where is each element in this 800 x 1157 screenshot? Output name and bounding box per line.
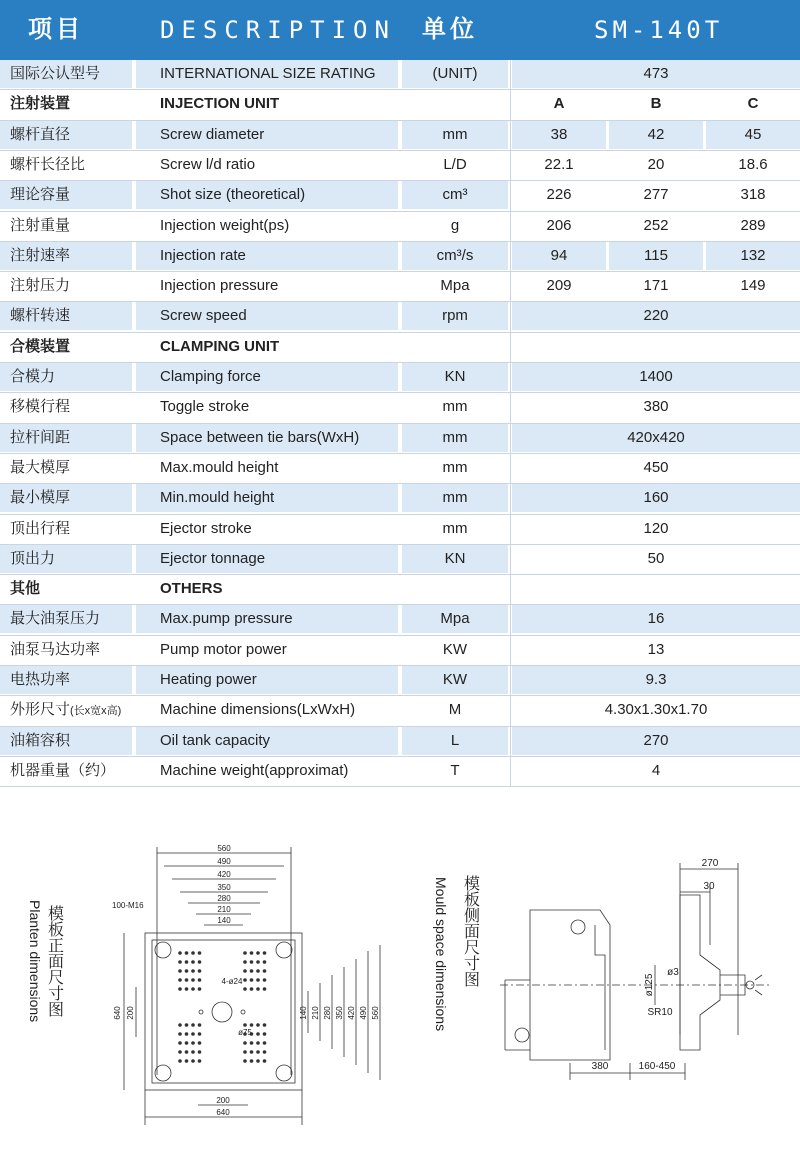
row-label-en: Clamping force (136, 363, 398, 391)
dim-right-4: 350 (335, 1006, 344, 1020)
table-row (0, 181, 800, 211)
row-unit: rpm (402, 302, 508, 330)
row-label-en: Ejector stroke (160, 519, 252, 537)
row-label-en: INTERNATIONAL SIZE RATING (136, 60, 398, 88)
mounting-hole (263, 1059, 267, 1063)
row-label-cn: 最大模厚 (10, 458, 71, 476)
dim-right-6: 490 (359, 1006, 368, 1020)
row-label-en: Max.pump pressure (136, 605, 398, 633)
mounting-hole (250, 987, 254, 991)
mounting-hole (185, 987, 189, 991)
row-value-a: A (553, 95, 565, 113)
row-unit: KN (402, 545, 508, 573)
mounting-hole (178, 1050, 182, 1054)
table-row (0, 454, 800, 484)
mounting-hole (185, 978, 189, 982)
label-dia125: ø125 (644, 973, 655, 997)
mounting-hole (178, 1041, 182, 1045)
mounting-hole (198, 1050, 202, 1054)
dim-top-2: 490 (217, 857, 231, 866)
row-label-en: Heating power (136, 666, 398, 694)
header-item: 项目 (28, 16, 84, 43)
mounting-hole (198, 969, 202, 973)
row-unit: mm (402, 484, 508, 512)
mounting-hole (185, 960, 189, 964)
dim-left-2: 200 (126, 1006, 135, 1020)
row-value: 13 (647, 640, 665, 658)
row-label-en: Toggle stroke (160, 398, 250, 416)
mounting-hole (243, 1041, 247, 1045)
table-header (0, 0, 800, 60)
row-value: 120 (643, 519, 669, 537)
row-value-a: 209 (546, 277, 572, 295)
planten-title-en: Planten dimensions (27, 900, 43, 1023)
row-label-en: Ejector tonnage (136, 545, 398, 573)
mounting-hole (250, 978, 254, 982)
row-unit: KN (402, 363, 508, 391)
row-label-en: Pump motor power (160, 640, 287, 658)
row-value: 50 (647, 549, 665, 567)
mounting-hole (191, 978, 195, 982)
row-label-cn: 理论容量 (0, 181, 132, 209)
mounting-hole (243, 951, 247, 955)
table-row (0, 666, 800, 696)
mounting-hole (185, 969, 189, 973)
mounting-hole (191, 1023, 195, 1027)
row-label-cn: 机器重量（约） (10, 761, 116, 779)
label-sr10: SR10 (647, 1007, 673, 1018)
row-label-cn: 顶出力 (0, 545, 132, 573)
section-row (0, 575, 800, 605)
row-label-cn: 注射重量 (10, 216, 71, 234)
row-label-en: Screw speed (136, 302, 398, 330)
row-value-a: 22.1 (544, 155, 574, 173)
row-label-en: Machine dimensions(LxWxH) (160, 701, 356, 719)
planten-title-cn: 模板正面尺寸图 (45, 905, 63, 1017)
mounting-hole (191, 1050, 195, 1054)
row-label-cn: 螺杆长径比 (10, 155, 86, 173)
column-divider (510, 60, 511, 787)
row-label-en: Injection rate (136, 242, 398, 270)
row-value-c: 318 (740, 186, 766, 204)
dim-top-5: 280 (217, 894, 231, 903)
mounting-hole (178, 951, 182, 955)
dim-top-3: 420 (217, 870, 231, 879)
row-unit: KW (442, 640, 468, 658)
fixed-platen (680, 895, 720, 1050)
mounting-hole (191, 1041, 195, 1045)
mounting-hole (178, 960, 182, 964)
row-value-c: C (747, 95, 759, 113)
row-label-cn: 其他 (10, 580, 41, 598)
section-row (0, 90, 800, 120)
mounting-hole (250, 951, 254, 955)
row-value-c: 132 (706, 242, 800, 270)
mounting-hole (178, 1059, 182, 1063)
mounting-hole (185, 1059, 189, 1063)
row-label-cn: 国际公认型号 (0, 60, 132, 88)
row-unit: cm³/s (402, 242, 508, 270)
dim-30: 30 (703, 881, 715, 892)
row-label-cn: 螺杆直径 (0, 121, 132, 149)
row-label-cn: 拉杆间距 (0, 424, 132, 452)
row-value: 380 (643, 398, 669, 416)
mounting-hole (243, 1059, 247, 1063)
mounting-hole (178, 978, 182, 982)
row-value-a: 38 (512, 121, 606, 149)
section-row (0, 333, 800, 363)
row-value: 270 (512, 727, 800, 755)
dim-left-1: 640 (113, 1006, 122, 1020)
table-row (0, 545, 800, 575)
row-label-en: Min.mould height (136, 484, 398, 512)
row-label-cn: 油箱容积 (0, 727, 132, 755)
mounting-hole (256, 978, 260, 982)
mounting-hole (250, 1023, 254, 1027)
header-description: DESCRIPTION (160, 16, 396, 44)
table-row (0, 302, 800, 332)
row-label-cn: 最小模厚 (0, 484, 132, 512)
tie-bar-hole (276, 942, 292, 958)
row-unit: M (448, 701, 462, 719)
table-row (0, 212, 800, 242)
row-label-cn: 外形尺寸(长x宽x高) (10, 701, 122, 719)
mounting-hole (178, 987, 182, 991)
mounting-hole (178, 969, 182, 973)
table-row (0, 393, 800, 423)
table-row (0, 484, 800, 514)
row-label-cn: 合模装置 (10, 337, 71, 355)
row-unit: T (450, 761, 460, 779)
mounting-hole (198, 951, 202, 955)
row-unit: L/D (443, 155, 467, 173)
row-label-en: Max.mould height (160, 458, 279, 476)
mounting-hole (263, 1041, 267, 1045)
mounting-hole (256, 1050, 260, 1054)
table-row (0, 696, 800, 726)
table-row (0, 727, 800, 757)
dim-right-1: 140 (299, 1006, 308, 1020)
row-unit: Mpa (402, 605, 508, 633)
row-unit: mm (442, 519, 468, 537)
row-value: 160 (512, 484, 800, 512)
mounting-hole (243, 960, 247, 964)
mounting-hole (178, 1032, 182, 1036)
table-row (0, 757, 800, 787)
mounting-hole (256, 960, 260, 964)
mounting-hole (198, 960, 202, 964)
mounting-hole (191, 1059, 195, 1063)
row-unit: KW (402, 666, 508, 694)
mounting-hole (256, 987, 260, 991)
dim-top-6: 210 (217, 905, 231, 914)
row-value-a: 226 (546, 186, 572, 204)
row-value: 220 (512, 302, 800, 330)
mounting-hole (185, 1050, 189, 1054)
mounting-hole (263, 951, 267, 955)
center-hole (212, 1002, 232, 1022)
row-unit: g (450, 216, 460, 234)
row-label-en: Screw l/d ratio (160, 155, 256, 173)
row-value-c: 18.6 (738, 155, 768, 173)
row-label-cn: 移模行程 (10, 398, 71, 416)
mounting-hole (256, 1059, 260, 1063)
dim-right-7: 560 (371, 1006, 380, 1020)
label-dia3: ø3 (667, 967, 679, 978)
mounting-hole (243, 969, 247, 973)
mounting-hole (178, 1023, 182, 1027)
row-unit: mm (442, 458, 468, 476)
dim-right-3: 280 (323, 1006, 332, 1020)
center-diameter: ø75 (238, 1028, 252, 1037)
row-label-en: Screw diameter (136, 121, 398, 149)
row-unit: mm (442, 398, 468, 416)
row-value-b: 252 (643, 216, 669, 234)
row-value-b: 115 (609, 242, 703, 270)
row-label-en: CLAMPING UNIT (160, 337, 280, 355)
dim-bottom-2: 640 (216, 1108, 230, 1117)
mounting-hole (243, 1050, 247, 1054)
table-row (0, 515, 800, 545)
mounting-hole (256, 1032, 260, 1036)
mounting-hole (250, 1059, 254, 1063)
row-value: 473 (512, 60, 800, 88)
row-label-en: Injection weight(ps) (160, 216, 290, 234)
row-label-cn: 最大油泵压力 (0, 605, 132, 633)
dim-top-1: 560 (217, 844, 231, 853)
row-unit: mm (402, 121, 508, 149)
mounting-hole (250, 960, 254, 964)
mounting-hole (250, 969, 254, 973)
row-label-cn: 合模力 (0, 363, 132, 391)
row-label-cn: 注射速率 (0, 242, 132, 270)
table-row (0, 363, 800, 393)
mounting-hole (191, 969, 195, 973)
row-label-en: Machine weight(approximat) (160, 761, 349, 779)
mounting-hole (256, 1023, 260, 1027)
row-value: 1400 (512, 363, 800, 391)
header-unit: 单位 (422, 16, 478, 43)
dim-top-7: 140 (217, 916, 231, 925)
table-row (0, 605, 800, 635)
table-row (0, 424, 800, 454)
row-value-b: 20 (647, 155, 665, 173)
tie-bar-hole (276, 1065, 292, 1081)
mounting-hole (185, 1041, 189, 1045)
mounting-hole (243, 978, 247, 982)
dim-270: 270 (701, 858, 719, 869)
row-value-b: 42 (609, 121, 703, 149)
mounting-hole (263, 960, 267, 964)
table-row (0, 121, 800, 151)
row-value-b: 171 (643, 277, 669, 295)
mounting-hole (263, 1050, 267, 1054)
mould-space-drawing (400, 835, 800, 1135)
row-value-a: 94 (512, 242, 606, 270)
row-label-en: INJECTION UNIT (160, 95, 280, 113)
mounting-hole (256, 951, 260, 955)
mounting-hole (198, 1032, 202, 1036)
row-label-cn: 油泵马达功率 (10, 640, 101, 658)
row-label-cn: 顶出行程 (10, 519, 71, 537)
mounting-hole (185, 1032, 189, 1036)
row-label-en: Oil tank capacity (136, 727, 398, 755)
row-value: 420x420 (512, 424, 800, 452)
row-unit: L (402, 727, 508, 755)
planten-drawing (0, 835, 400, 1135)
mounting-hole (256, 969, 260, 973)
row-value: 4.30x1.30x1.70 (604, 701, 708, 719)
row-label-en: Shot size (theoretical) (136, 181, 398, 209)
table-row (0, 151, 800, 181)
mounting-hole (263, 987, 267, 991)
dim-380: 380 (591, 1061, 609, 1072)
mould-title-cn: 模板侧面尺寸图 (461, 875, 479, 987)
mounting-hole (243, 987, 247, 991)
row-value: 16 (512, 605, 800, 633)
mounting-hole (191, 1032, 195, 1036)
dim-top-4: 350 (217, 883, 231, 892)
row-label-en: OTHERS (160, 580, 223, 598)
mounting-hole (198, 978, 202, 982)
center-holes-label: 4-ø24 (221, 977, 243, 986)
dim-160-450: 160-450 (638, 1061, 676, 1072)
row-label-cn: 电热功率 (0, 666, 132, 694)
row-divider (0, 786, 800, 787)
row-label-cn: 螺杆转速 (0, 302, 132, 330)
row-label-cn: 注射压力 (10, 277, 71, 295)
table-row (0, 636, 800, 666)
platen-outline (145, 933, 302, 1090)
row-value: 9.3 (512, 666, 800, 694)
table-row (0, 60, 800, 90)
row-label-cn: 注射装置 (10, 95, 71, 113)
table-row (0, 242, 800, 272)
mounting-hole (263, 1023, 267, 1027)
mould-title-en: Mould space dimensions (433, 877, 449, 1032)
hole-label: 100-M16 (112, 901, 144, 910)
header-model: SM-140T (594, 16, 724, 44)
row-value-b: 277 (643, 186, 669, 204)
row-unit: cm³ (402, 181, 508, 209)
table-row (0, 272, 800, 302)
row-value-b: B (650, 95, 662, 113)
mounting-hole (185, 1023, 189, 1027)
mounting-hole (191, 987, 195, 991)
row-unit: mm (402, 424, 508, 452)
mounting-hole (198, 1059, 202, 1063)
row-value-c: 289 (740, 216, 766, 234)
mounting-hole (243, 1023, 247, 1027)
mounting-hole (250, 1041, 254, 1045)
mounting-hole (263, 978, 267, 982)
row-value: 4 (651, 761, 661, 779)
mounting-hole (191, 960, 195, 964)
dim-right-5: 420 (347, 1006, 356, 1020)
row-label-en: Space between tie bars(WxH) (136, 424, 398, 452)
row-value-a: 206 (546, 216, 572, 234)
mounting-hole (198, 1023, 202, 1027)
row-value: 450 (643, 458, 669, 476)
dim-bottom-1: 200 (216, 1096, 230, 1105)
mounting-hole (256, 1041, 260, 1045)
mounting-hole (185, 951, 189, 955)
dim-right-2: 210 (311, 1006, 320, 1020)
mounting-hole (250, 1050, 254, 1054)
row-unit: (UNIT) (402, 60, 508, 88)
mounting-hole (263, 969, 267, 973)
mounting-hole (198, 987, 202, 991)
row-value-c: 149 (740, 277, 766, 295)
mounting-hole (191, 951, 195, 955)
row-value-c: 45 (706, 121, 800, 149)
row-label-en: Injection pressure (160, 277, 279, 295)
row-unit: Mpa (440, 277, 470, 295)
row-label-cn-note: (长x宽x高) (70, 705, 122, 718)
mounting-hole (263, 1032, 267, 1036)
mounting-hole (198, 1041, 202, 1045)
